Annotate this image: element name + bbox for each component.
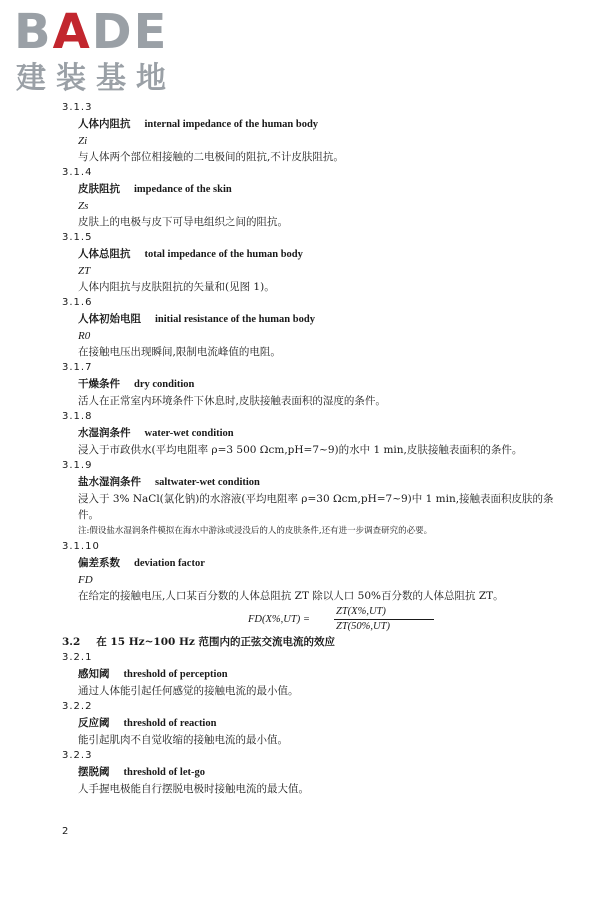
term-definition: 人手握电极能自行摆脱电极时接触电流的最大值。	[78, 783, 309, 795]
clause-number: 3.2.1	[62, 652, 93, 663]
term-definition: 通过人体能引起任何感觉的接触电流的最小值。	[78, 685, 299, 697]
document-page	[38, 100, 578, 797]
clause-number: 3.1.3	[62, 102, 93, 113]
term-definition: 在给定的接触电压,人口某百分数的人体总阻抗 ZT 除以人口 50%百分数的人体总阻抗 ZT。	[78, 590, 504, 602]
clause-number: 3.1.6	[62, 297, 93, 308]
clause-number: 3.1.10	[62, 541, 100, 552]
clause-number: 3.1.5	[62, 232, 93, 243]
term-heading: 盐水湿润条件 saltwater-wet condition	[78, 476, 260, 488]
term-definition: 皮肤上的电极与皮下可导电组织之间的阻抗。	[78, 216, 288, 228]
bade-logo	[14, 6, 194, 102]
term-heading: 皮肤阻抗 impedance of the skin	[78, 183, 232, 195]
term-heading: 人体初始电阻 initial resistance of the human body	[78, 313, 315, 325]
term-definition: 人体内阻抗与皮肤阻抗的矢量和(见图 1)。	[78, 281, 275, 293]
clause-number: 3.1.7	[62, 362, 93, 373]
formula-denominator: ZT(50%,UT)	[336, 621, 390, 632]
term-symbol: Zs	[78, 200, 89, 212]
logo-tagline: 建装基地	[16, 61, 176, 96]
term-definition: 浸入于市政供水(平均电阻率 ρ=3 500 Ωcm,pH=7~9)的水中 1 min,皮肤接触表面积的条件。	[78, 444, 523, 456]
term-heading: 摆脱阈 threshold of let-go	[78, 766, 205, 778]
term-note: 注:假设盐水湿润条件模拟在海水中游泳或浸没后的人的皮肤条件,还有进一步调查研究的必要。	[78, 526, 433, 536]
clause-number: 3.2.2	[62, 701, 93, 712]
term-heading: 偏差系数 deviation factor	[78, 557, 205, 569]
clause-number: 3.1.4	[62, 167, 93, 178]
term-definition: 浸入于 3% NaCl(氯化钠)的水溶液(平均电阻率 ρ=30 Ωcm,pH=7~9)中 1 min,接触表面积皮肤的条件。	[78, 493, 554, 521]
term-definition: 在接触电压出现瞬间,限制电流峰值的电阻。	[78, 346, 281, 358]
term-definition: 能引起肌肉不自觉收缩的接触电流的最小值。	[78, 734, 288, 746]
section-heading: 3.2 在 15 Hz~100 Hz 范围内的正弦交流电流的效应	[62, 636, 335, 648]
term-symbol: Zi	[78, 135, 88, 147]
term-definition: 与人体两个部位相接触的二电极间的阻抗,不计皮肤阻抗。	[78, 151, 344, 163]
page-number: 2	[62, 826, 69, 837]
term-heading: 反应阈 threshold of reaction	[78, 717, 217, 729]
clause-number: 3.2.3	[62, 750, 93, 761]
term-symbol: R0	[78, 330, 91, 342]
clause-number: 3.1.9	[62, 460, 93, 471]
logo-brand: BADE	[14, 4, 169, 60]
term-heading: 感知阈 threshold of perception	[78, 668, 228, 680]
term-heading: 干燥条件 dry condition	[78, 378, 195, 390]
term-heading: 水湿润条件 water-wet condition	[78, 427, 234, 439]
deviation-factor-formula	[248, 604, 578, 634]
term-heading: 人体内阻抗 internal impedance of the human body	[78, 118, 319, 130]
term-definition: 活人在正常室内环境条件下休息时,皮肤接触表面积的湿度的条件。	[78, 395, 386, 407]
term-symbol: ZT	[78, 265, 91, 277]
term-symbol: FD	[78, 574, 93, 586]
formula-numerator: ZT(X%,UT)	[336, 606, 386, 617]
term-heading: 人体总阻抗 total impedance of the human body	[78, 248, 303, 260]
formula-lhs: FD(X%,UT) =	[248, 614, 310, 625]
clause-number: 3.1.8	[62, 411, 93, 422]
